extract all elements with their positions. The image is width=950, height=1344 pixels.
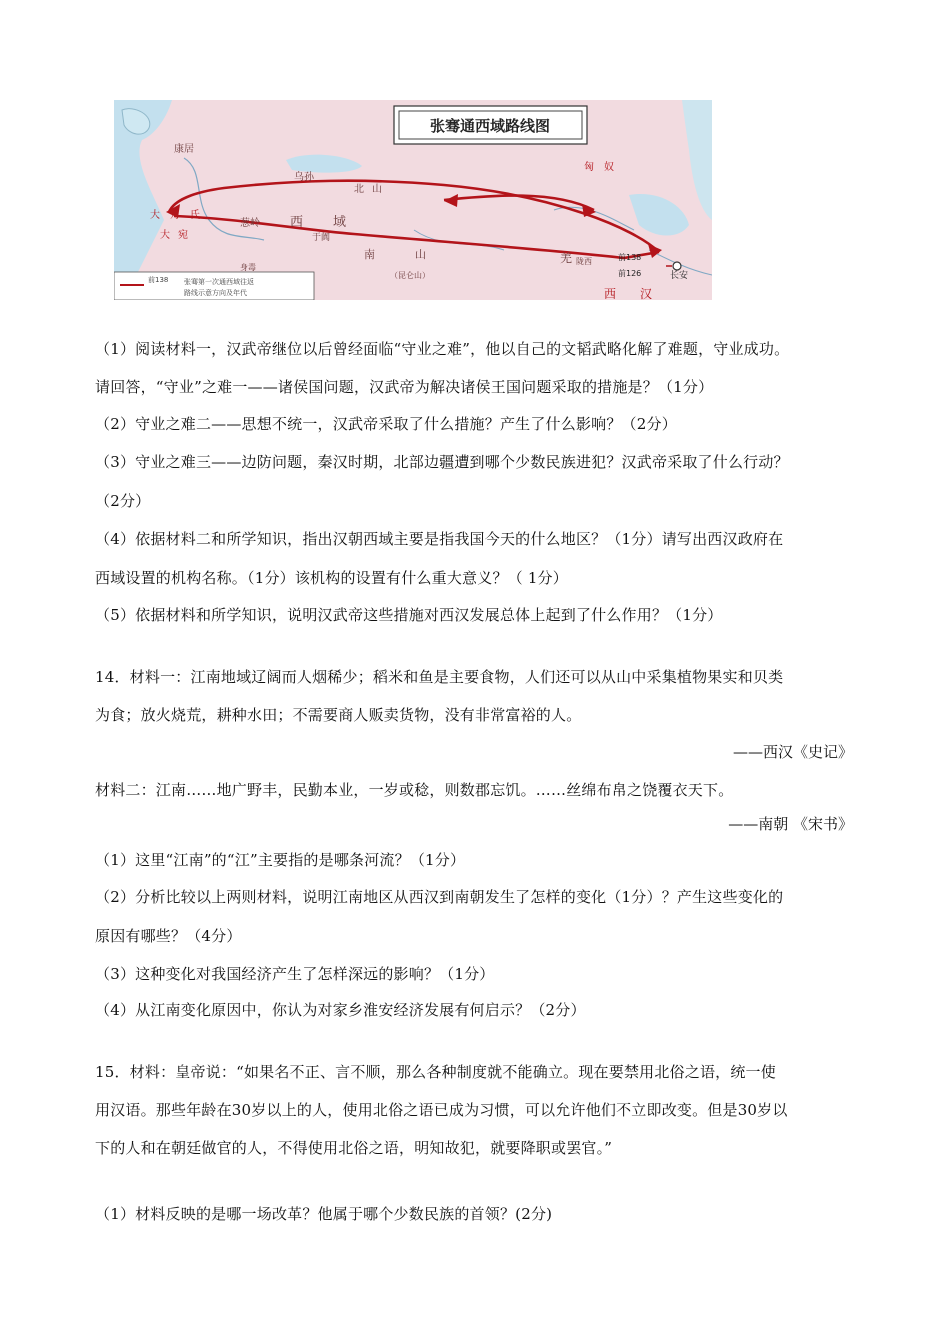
changan-marker	[673, 262, 681, 270]
label-nanshan: 南山	[364, 248, 466, 261]
legend-text-2: 路线示意方向及年代	[184, 289, 247, 297]
zhang-qian-route-map	[114, 100, 712, 300]
label-dayuan: 大宛	[160, 230, 196, 241]
label-wusun: 乌孙	[294, 172, 314, 183]
map-title: 张骞通西域路线图	[429, 117, 551, 135]
q14-material2: 材料二：江南……地广野丰，民勤本业，一岁或稔，则数郡忘饥。……丝绵布帛之饶覆衣天下。	[95, 781, 734, 799]
label-xihan: 西汉	[604, 287, 677, 300]
label-xiyu: 西域	[290, 215, 377, 230]
label-date-126: 前126	[618, 269, 642, 278]
label-dayuezhi: 大月氏	[150, 210, 210, 221]
q13-item4-line1: （4）依据材料二和所学知识，指出汉朝西域主要是指我国今天的什么地区？（1分）请写出西汉政府在	[95, 530, 784, 548]
map-legend	[114, 272, 314, 300]
q15-material-line3: 下的人和在朝廷做官的人，不得使用北俗之语，明知故犯，就要降职或罢官。”	[95, 1139, 613, 1157]
label-shendu: 身毒	[240, 263, 256, 272]
q13-item5: （5）依据材料和所学知识，说明汉武帝这些措施对西汉发展总体上起到了什么作用？（1分）	[95, 606, 723, 624]
q14-source2: ——南朝 《宋书》	[728, 815, 853, 833]
q14-item2-line1: （2）分析比较以上两则材料，说明江南地区从西汉到南朝发生了怎样的变化（1分）？产生这些变化的	[95, 888, 784, 906]
q15-material-line1: 15．材料：皇帝说：“如果名不正、言不顺，那么各种制度就不能确立。现在要禁用北俗之语，统一使	[95, 1063, 776, 1081]
legend-text-1: 张骞第一次通西域往返	[184, 278, 254, 286]
q13-item1-line1: （1）阅读材料一，汉武帝继位以后曾经面临“守业之难”，他以自己的文韬武略化解了难题，守业成功。	[95, 340, 790, 358]
q14-item4: （4）从江南变化原因中，你认为对家乡淮安经济发展有何启示？（2分）	[95, 1001, 586, 1019]
q14-material1-line2: 为食；放火烧荒，耕种水田；不需要商人贩卖货物，没有非常富裕的人。	[95, 706, 582, 724]
q14-item1: （1）这里“江南”的“江”主要指的是哪条河流？（1分）	[95, 851, 466, 869]
q13-item3-line1: （3）守业之难三——边防问题，秦汉时期，北部边疆遭到哪个少数民族进犯？汉武帝采取了什么行动？	[95, 453, 789, 471]
q13-item4-line2: 西域设置的机构名称。（1分）该机构的设置有什么重大意义？（ 1分）	[95, 569, 568, 587]
label-congling: 葱岭	[240, 218, 260, 229]
q13-item3-line2: （2分）	[95, 492, 151, 510]
q13-item1-line2: 请回答，“守业”之难一——诸侯国问题，汉武帝为解决诸侯王国问题采取的措施是？（1分）	[95, 378, 714, 396]
label-qiang: 羌	[560, 251, 573, 265]
q14-source1: ——西汉《史记》	[732, 743, 853, 761]
label-beishan: 北山	[354, 184, 390, 195]
q14-item3: （3）这种变化对我国经济产生了怎样深远的影响？（1分）	[95, 965, 495, 983]
legend-date: 前138	[148, 276, 169, 284]
q15-material-line2: 用汉语。那些年龄在30岁以上的人，使用北俗之语已成为习惯，可以允许他们不立即改变。但是30岁以	[95, 1101, 788, 1119]
label-yutian: 于阗	[312, 233, 331, 243]
label-longxi: 陇西	[576, 257, 592, 266]
q13-item2: （2）守业之难二——思想不统一，汉武帝采取了什么措施？产生了什么影响？（2分）	[95, 415, 677, 433]
label-changan: 长安	[670, 271, 689, 281]
q14-item2-line2: 原因有哪些？（4分）	[95, 927, 242, 945]
q15-item1: （1）材料反映的是哪一场改革？他属于哪个少数民族的首领？(2分)	[95, 1205, 553, 1223]
label-date-138: 前138	[618, 253, 642, 262]
label-kunlun: （昆仑山）	[390, 271, 430, 280]
label-xiongnu: 匈奴	[584, 162, 624, 173]
label-kangju: 康居	[174, 144, 194, 155]
q14-material1-line1: 14．材料一：江南地域辽阔而人烟稀少；稻米和鱼是主要食物，人们还可以从山中采集植物果实和贝类	[95, 668, 784, 686]
